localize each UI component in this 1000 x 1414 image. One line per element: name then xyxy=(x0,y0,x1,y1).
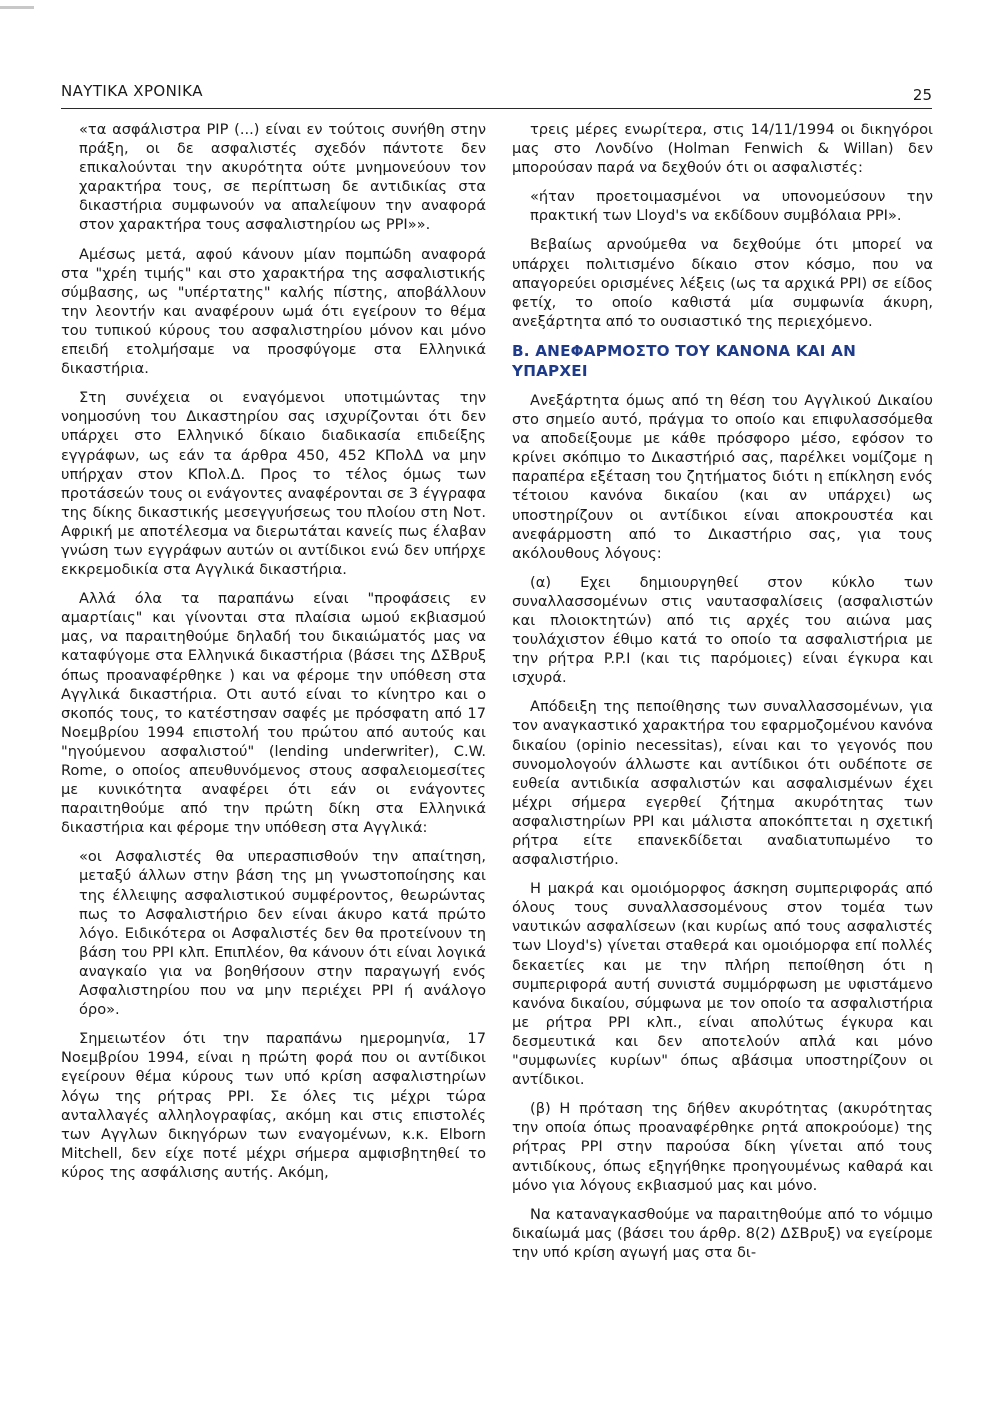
scan-corner-mark xyxy=(0,6,34,9)
paragraph: (α) Εχει δημιουργηθεί στον κύκλο των συναλλασσομένων στις ναυτασφαλίσεις (ασφαλιστών και πλοιοκτητών) από τις αρχές του αιώνα μας τουλάχιστον έθιμο κατά το οποίο τα ασφαλιστήρια με την ρήτρα P.P.I (και τις παρόμοιες) είναι έγκυρα και ισχυρά. xyxy=(512,573,933,687)
paragraph: Στη συνέχεια οι εναγόμενοι υποτιμώντας την νοημοσύνη του Δικαστηρίου σας ισχυρίζονται ότι δεν υπάρχει στο Ελληνικό δίκαιο διαδικασία επιδείξης εγγράφων, ως εάν τα άρθρα 450, 452 ΚΠολΔ να μην υπήρχαν στον ΚΠολ.Δ. Προς το τέλος όμως των προτάσεών τους οι ενάγοντες αναφέρονται σε 3 έγγραφα της δίκης δικαστικής μεσεγγυήσεως του πλοίου στη Νοτ. Αφρική με αποτέλεσμα να διερωτάται κανείς πως έλαβαν γνώση των εγγράφων αυτών οι αντίδικοι ενώ δεν υπήρχε εκκρεμοδικία στα Αγγλικά δικαστήρια. xyxy=(61,389,486,579)
paragraph: (β) Η πρόταση της δήθεν ακυρότητας (ακυρότητας την οποία όπως προαναφέρθηκε ρητά αποκρούομε) της ρήτρας PPI στην παρούσα δίκη γίνεται από τους αντιδίκους, όπως εξηγήθηκε προηγουμένως καθαρά και μόνο για λόγους εκβιασμού μας και μόνο. xyxy=(512,1100,933,1194)
paragraph: «οι Ασφαλιστές θα υπερασπισθούν την απαίτηση, μεταξύ άλλων στην βάση της μη γνωστοποίησης και της έλλειψης ασφαλιστικού συμφέροντος, θεωρώντας πως το Ασφαλιστήριο δεν είναι άκυρο κατά πρώτο λόγο. Ειδικότερα οι Ασφαλιστές δεν θα προτείνουν τη βάση του PPI κλπ. Επιπλέον, θα κάνουν ότι είναι λογικά αναγκαίο για να βοηθήσουν στην παραγωγή ενός Ασφαλιστηρίου που να μην περιέχει PPI ή ανάλογο όρο». xyxy=(79,848,486,1019)
paragraph: Ανεξάρτητα όμως από τη θέση του Αγγλικού Δικαίου στο σημείο αυτό, πράγμα το οποίο και επιφυλασσόμεθα να αποδείξουμε με κάθε πρόσφορο μέσο, εφόσον το κρίνει σκόπιμο το Δικαστήριό σας, παρέλκει νομίζομε η παραπέρα εξέταση του ζητήματος διότι η επίκληση ενός τέτοιου κανόνα δικαίου (και αν υπάρχει) ως υποστηρίζουν οι αντίδικοι είναι αποκρουστέα και ανεφάρμοστη από το Δικαστήριο σας, για τους ακόλουθους λόγους: xyxy=(512,391,933,562)
paragraph: «ήταν προετοιμασμένοι να υπονομεύσουν την πρακτική των Lloyd's να εκδίδουν συμβόλαια PPI». xyxy=(530,188,933,225)
paragraph: Να καταναγκασθούμε να παραιτηθούμε από το νόμιμο δικαίωμά μας (βάσει του άρθρ. 8(2) ΔΣΒρυξ) να εγείρομε την υπό κρίση αγωγή μας στα δι- xyxy=(512,1205,933,1261)
paragraph: Βεβαίως αρνούμεθα να δεχθούμε ότι μπορεί να υπάρχει πολιτισμένο δίκαιο στον κόσμο, που να απαγορεύει ορισμένες λέξεις (ως τα αρχικά PPI) σε είδος φετίχ, το οποίο καθιστά μία συμφωνία άκυρη, ανεξάρτητα από το ουσιαστικό της περιεχόμενο. xyxy=(512,236,933,330)
paragraph: «τα ασφάλιστρα PIP (...) είναι εν τούτοις συνήθη στην πράξη, οι δε ασφαλιστές σχεδόν πάντοτε δεν επικαλούνται την ακυρότητα ούτε μνημονεύουν τον χαρακτήρα τους, σε περίπτωση δε αντιδικίας στα δικαστήρια συμφωνούν να απαλείψουν την αναφορά στον χαρακτήρα τους ασφαλιστηρίου ως PPI»». xyxy=(79,121,486,234)
paragraph: Η μακρά και ομοιόμορφος άσκηση συμπεριφοράς από όλους τους συναλλασσομένους στον τομέα των ναυτικών ασφαλίσεων (και κυρίως από τους ασφαλιστές των Lloyd's) γίνεται σταθερά και ομοιόμορφα επί πολλές δεκαετίες και με την πλήρη πεποίθηση ότι η συμπεριφορά αυτή συνιστά συμμόρφωση με υφιστάμενο κανόνα δικαίου, σύμφωνα με τον οποίο τα ασφαλιστήρια με ρήτρα PPI κλπ., είναι απολύτως έγκυρα και δεσμευτικά και δεν αποτελούν απλά και μόνο "συμφωνίες κυρίων" όπως αβάσιμα υποστηρίζουν οι αντίδικοι. xyxy=(512,880,933,1089)
paragraph: Αλλά όλα τα παραπάνω είναι "προφάσεις εν αμαρτίαις" και γίνονται στα πλαίσια ωμού εκβιασμού μας, να παραιτηθούμε δηλαδή του δικαιώματός μας να καταφύγομε στα Ελληνικά δικαστήρια (βάσει της ΔΣΒρυξ όπως προαναφέρθηκε ) και να φέρομε την υπόθεση στα Αγγλικά δικαστήρια. Οτι αυτό είναι το κίνητρο και ο σκοπός τους, το κατέστησαν σαφές με πρόσφατη από 17 Νοεμβρίου 1994 επιστολή του πρώτου από αυτούς και "ηγούμενου ασφαλιστού" (lending underwriter), C.W. Rome, ο οποίος απευθυνόμενος στους ασφαλειομεσίτες με κυνικότητα αναφέρει ότι εάν οι ενάγοντες παραιτηθούμε από την πρώτη δίκη στα Ελληνικά δικαστήρια και φέρομε την υπόθεση στα Αγγλικά: xyxy=(61,590,486,837)
page-number: 25 xyxy=(912,86,932,104)
paragraph: Σημειωτέον ότι την παραπάνω ημερομηνία, 17 Νοεμβρίου 1994, είναι η πρώτη φορά που οι αντίδικοι εγείρουν θέμα κύρους των υπό κρίση ασφαλιστηρίων λόγω της ρήτρας PPI. Σε όλες τις μέχρι τώρα ανταλλαγές αλληλογραφίας, ακόμη και στις επιστολές των Αγγλων δικηγόρων των εναγομένων, κ.κ. Elborn Mitchell, δεν είχε ποτέ μέχρι σήμερα αμφισβητηθεί το κύρος της ασφάλισης αυτής. Ακόμη, xyxy=(61,1030,486,1181)
journal-title: ΝΑΥΤΙΚΑ ΧΡΟΝΙΚΑ xyxy=(61,82,203,100)
paragraph: τρεις μέρες ενωρίτερα, στις 14/11/1994 οι δικηγόροι μας στο Λονδίνο (Holman Fenwich & Willan) δεν μπορούσαν παρά να δεχθούν ότι οι ασφαλιστές: xyxy=(512,121,933,177)
left-column xyxy=(61,120,486,1192)
page-header xyxy=(61,80,932,109)
paragraph: Αμέσως μετά, αφού κάνουν μίαν πομπώδη αναφορά στα "χρέη τιμής" και στο χαρακτήρα της ασφαλιστικής σύμβασης, ως "υπέρτατης" καλής πίστης, αποβάλλουν την λεοντήν και αναφέρουν ωμά ότι εγείρουν το θέμα του τυπικού κύρους του ασφαλιστηρίου μόνον και μόνο επειδή ετολμήσαμε να προσφύγομε στα Ελληνικά δικαστήρια. xyxy=(61,245,486,378)
section-heading: Β. ΑΝΕΦΑΡΜΟΣΤΟ ΤΟΥ ΚΑΝΟΝΑ ΚΑΙ ΑΝ ΥΠΑΡΧΕΙ xyxy=(512,341,857,380)
right-column xyxy=(512,120,933,1272)
paragraph: Απόδειξη της πεποίθησης των συναλλασσομένων, για τον αναγκαστικό χαρακτήρα του εφαρμοζομένου κανόνα δικαίου (opinio necessitas), είναι και το γεγονός που συνομολογούν άλλωστε και αντίδικοι ότι ουδέποτε σε ευθεία αντιδικία ασφαλιστών και ασφαλισμένων έχει μέχρι σήμερα εγερθεί ζήτημα ακυρότητας των ασφαλιστηρίων PPI και μάλιστα αποκόπτεται η σχετική ρήτρα είτε επανεκδίδεται αναδιατυπωμένο το ασφαλιστήριο. xyxy=(512,698,933,869)
